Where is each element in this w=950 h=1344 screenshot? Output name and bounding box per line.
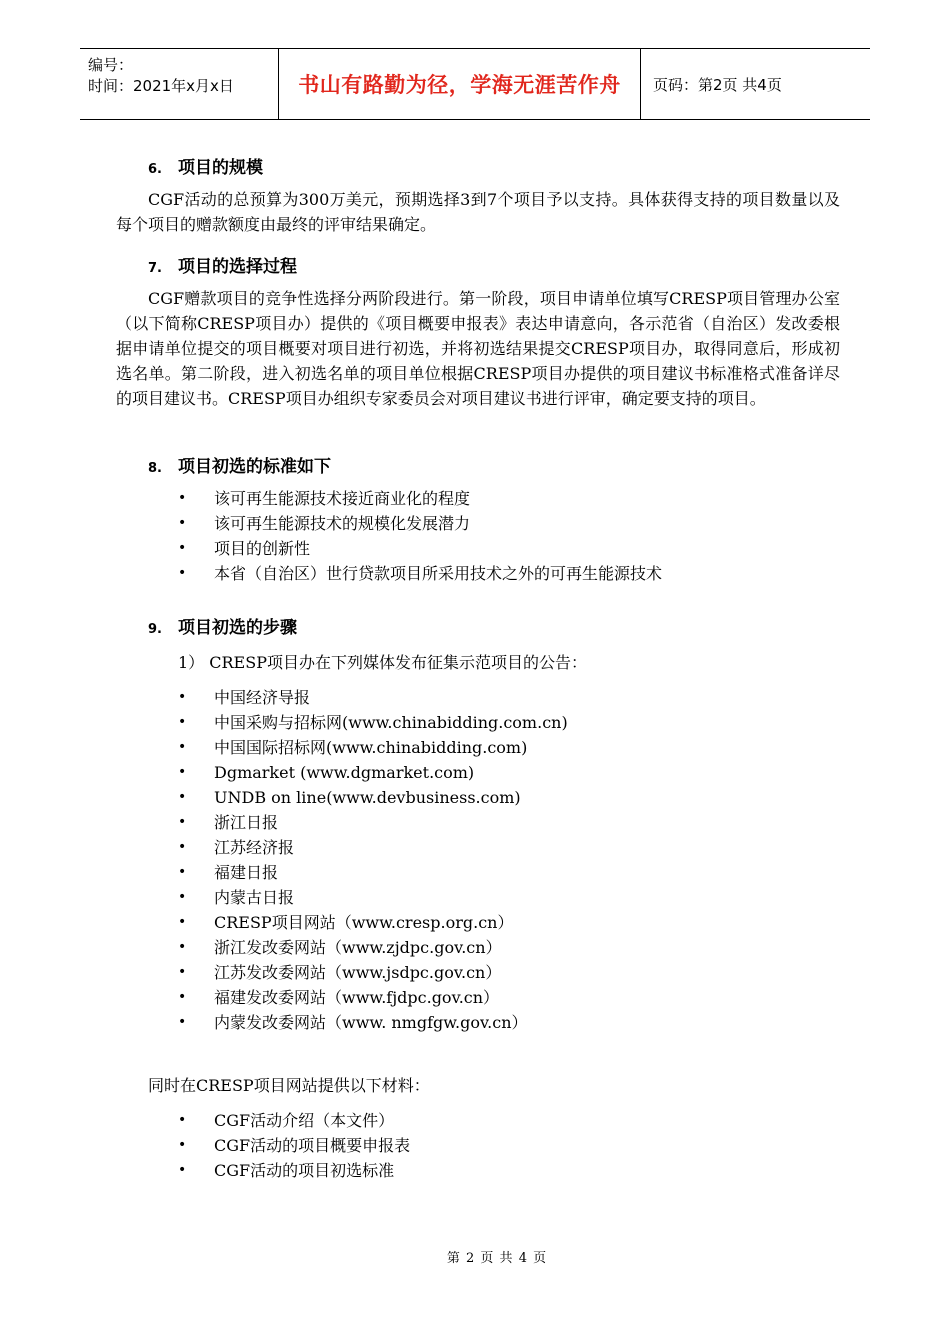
doc-time: 时间：2021年x月x日 <box>88 77 234 95</box>
list-item: • 福建发改委网站（www.fjdpc.gov.cn） <box>178 985 568 1010</box>
page-header <box>80 48 870 120</box>
materials-list <box>178 1108 410 1183</box>
header-meta <box>80 49 279 119</box>
list-item: • Dgmarket (www.dgmarket.com) <box>178 760 568 785</box>
list-item: • 浙江日报 <box>178 810 568 835</box>
section-number: 9. <box>148 622 162 637</box>
section-7-heading <box>148 252 297 277</box>
step-1-text: 1） CRESP项目办在下列媒体发布征集示范项目的公告： <box>178 653 587 672</box>
section-number: 8. <box>148 461 162 476</box>
doc-number-label: 编号： <box>88 56 134 74</box>
section-6-paragraph: CGF活动的总预算为300万美元，预期选择3到7个项目予以支持。具体获得支持的项目数量以及每个项目的赠款额度由最终的评审结果确定。 <box>116 190 840 234</box>
page-footer: 第 2 页 共 4 页 <box>446 1251 548 1266</box>
header-motto: 书山有路勤为径，学海无涯苦作舟 <box>279 49 641 119</box>
section-number: 7. <box>148 261 162 276</box>
section-title: 项目的规模 <box>178 158 263 178</box>
list-item: • 项目的创新性 <box>178 536 662 561</box>
section-title: 项目的选择过程 <box>178 257 297 277</box>
media-list <box>178 685 568 1035</box>
list-item: • 江苏发改委网站（www.jsdpc.gov.cn） <box>178 960 568 985</box>
criteria-list <box>178 486 662 586</box>
list-item: • 该可再生能源技术的规模化发展潜力 <box>178 511 662 536</box>
list-item: • 内蒙发改委网站（www. nmgfgw.gov.cn） <box>178 1010 568 1035</box>
list-item: • 浙江发改委网站（www.zjdpc.gov.cn） <box>178 935 568 960</box>
list-item: • 中国经济导报 <box>178 685 568 710</box>
section-6-heading <box>148 153 263 178</box>
list-item: • CGF活动的项目概要申报表 <box>178 1133 410 1158</box>
section-title: 项目初选的步骤 <box>178 618 297 638</box>
list-item: • 该可再生能源技术接近商业化的程度 <box>178 486 662 511</box>
list-item: • 中国采购与招标网(www.chinabidding.com.cn) <box>178 710 568 735</box>
list-item: • 本省（自治区）世行贷款项目所采用技术之外的可再生能源技术 <box>178 561 662 586</box>
list-item: • 福建日报 <box>178 860 568 885</box>
list-item: • CRESP项目网站（www.cresp.org.cn） <box>178 910 568 935</box>
section-title: 项目初选的标准如下 <box>178 457 331 477</box>
section-7-paragraph: CGF赠款项目的竞争性选择分两阶段进行。第一阶段，项目申请单位填写CRESP项目管理办公室（以下简称CRESP项目办）提供的《项目概要申报表》表达申请意向，各示范省（自治区）发改委根据申请单位提交的项目概要对项目进行初选，并将初选结果提交CRESP项目办，取得同意后，形成初选名单。第二阶段，进入初选名单的项目单位根据CRESP项目办提供的项目建议书标准格式准备详尽的项目建议书。CRESP项目办组织专家委员会对项目建议书进行评审，确定要支持的项目。 <box>116 289 840 408</box>
list-item: • 中国国际招标网(www.chinabidding.com) <box>178 735 568 760</box>
materials-intro: 同时在CRESP项目网站提供以下材料： <box>148 1076 430 1095</box>
list-item: • CGF活动的项目初选标准 <box>178 1158 410 1183</box>
section-number: 6. <box>148 162 162 177</box>
section-8-heading <box>148 452 331 477</box>
list-item: • UNDB on line(www.devbusiness.com) <box>178 785 568 810</box>
list-item: • 江苏经济报 <box>178 835 568 860</box>
list-item: • 内蒙古日报 <box>178 885 568 910</box>
section-9-heading <box>148 613 297 638</box>
header-page-info: 页码：第2页 共4页 <box>653 75 782 94</box>
list-item: • CGF活动介绍（本文件） <box>178 1108 410 1133</box>
